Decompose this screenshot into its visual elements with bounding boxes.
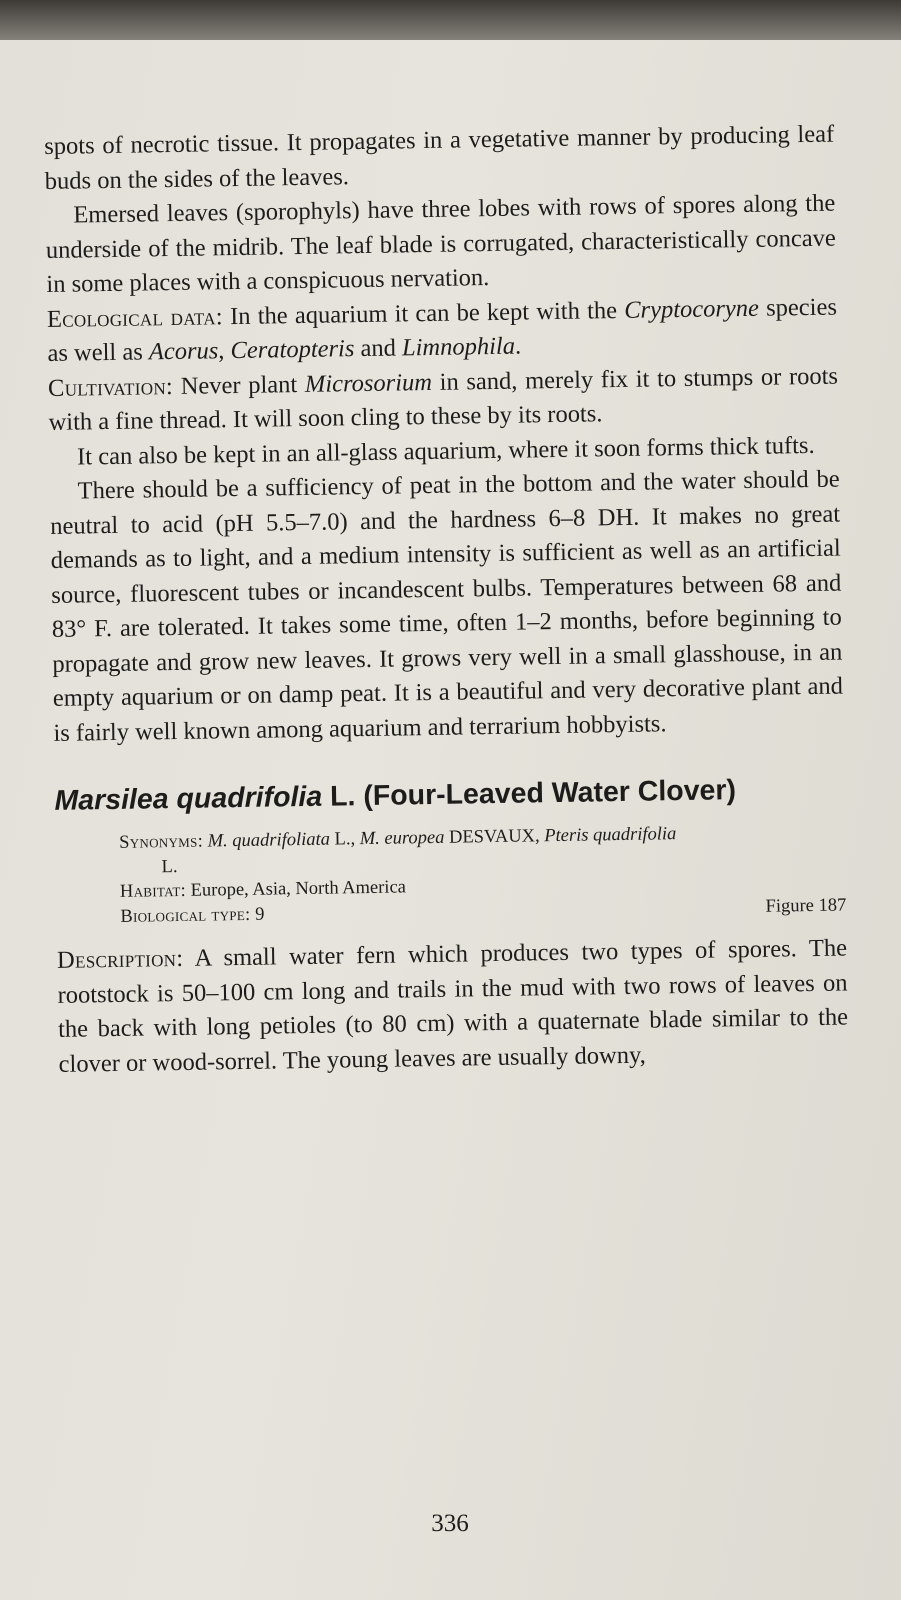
- figure-reference: Figure 187: [765, 894, 847, 917]
- description-label: Description:: [56, 944, 184, 974]
- book-page: [0, 40, 901, 1600]
- habitat-line: Habitat: Europe, Asia, North America: [119, 877, 407, 902]
- paragraph-ecological-data: Ecological data: In the aquarium it can be kept with the Cryptocoryne species as well as Acorus, Ceratopteris and Limnophila.: [46, 293, 838, 367]
- paragraph-all-glass-aquarium: It can also be kept in an all-glass aquarium, where it soon forms thick tufts.: [76, 431, 815, 471]
- cultivation-label: Cultivation:: [47, 372, 174, 402]
- paragraph-cultivation: Cultivation: Never plant Microsorium in sand, merely fix it to stumps or roots with a fine thread. It will soon cling to these by its roots.: [47, 362, 839, 436]
- species-name: Marsilea quadrifolia: [54, 780, 323, 817]
- paragraph-description: Description: A small water fern which produces two types of spores. The rootstock is 50–100 cm long and trails in the mud with two rows of leaves on the back with long petioles (to 80 cm) with a quaternate blade similar to the clover or wood-sorrel. The young leaves are usually downy,: [56, 934, 849, 1078]
- paragraph-peat-and-water: There should be a sufficiency of peat in the bottom and the water should be neutral to acid (pH 5.5–7.0) and the hardness 6–8 DH. It makes no great demands as to light, and a medium intensity is sufficient as well as an artificial source, fluorescent tubes or incandescent bulbs. Temperatures between 68 and 83° F. are tolerated. It takes some time, often 1–2 months, before beginning to propagate and grow new leaves. It grows very well in a small glasshouse, in an empty aquarium or on damp peat. It is a beautiful and very decorative plant and is fairly well known among aquarium and terrarium hobbyists.: [50, 465, 844, 747]
- biological-type-line: Biological type: 9 Figure 187: [120, 894, 847, 927]
- paragraph-emersed-leaves: Emersed leaves (sporophyls) have three lobes with rows of spores along the underside of the midrib. The leaf blade is corrugated, characteristically concave in some places with a conspicuous nervation.: [45, 189, 836, 298]
- paragraph-necrotic-spots: spots of necrotic tissue. It propagates in a vegetative manner by producing leaf buds on the sides of the leaves.: [44, 120, 835, 195]
- page-text: [44, 118, 849, 1082]
- species-common-name: L. (Four-Leaved Water Clover): [321, 774, 737, 813]
- ecological-data-label: Ecological data:: [46, 302, 224, 333]
- synonyms-continuation: L.: [161, 856, 178, 877]
- synonyms-line: Synonyms: M. quadrifoliata L., M. europea DESVAUX, Pteris quadrifolia: [119, 824, 677, 853]
- species-metadata: [119, 820, 846, 929]
- species-heading: [54, 773, 844, 818]
- page-number: 336: [431, 1510, 469, 1537]
